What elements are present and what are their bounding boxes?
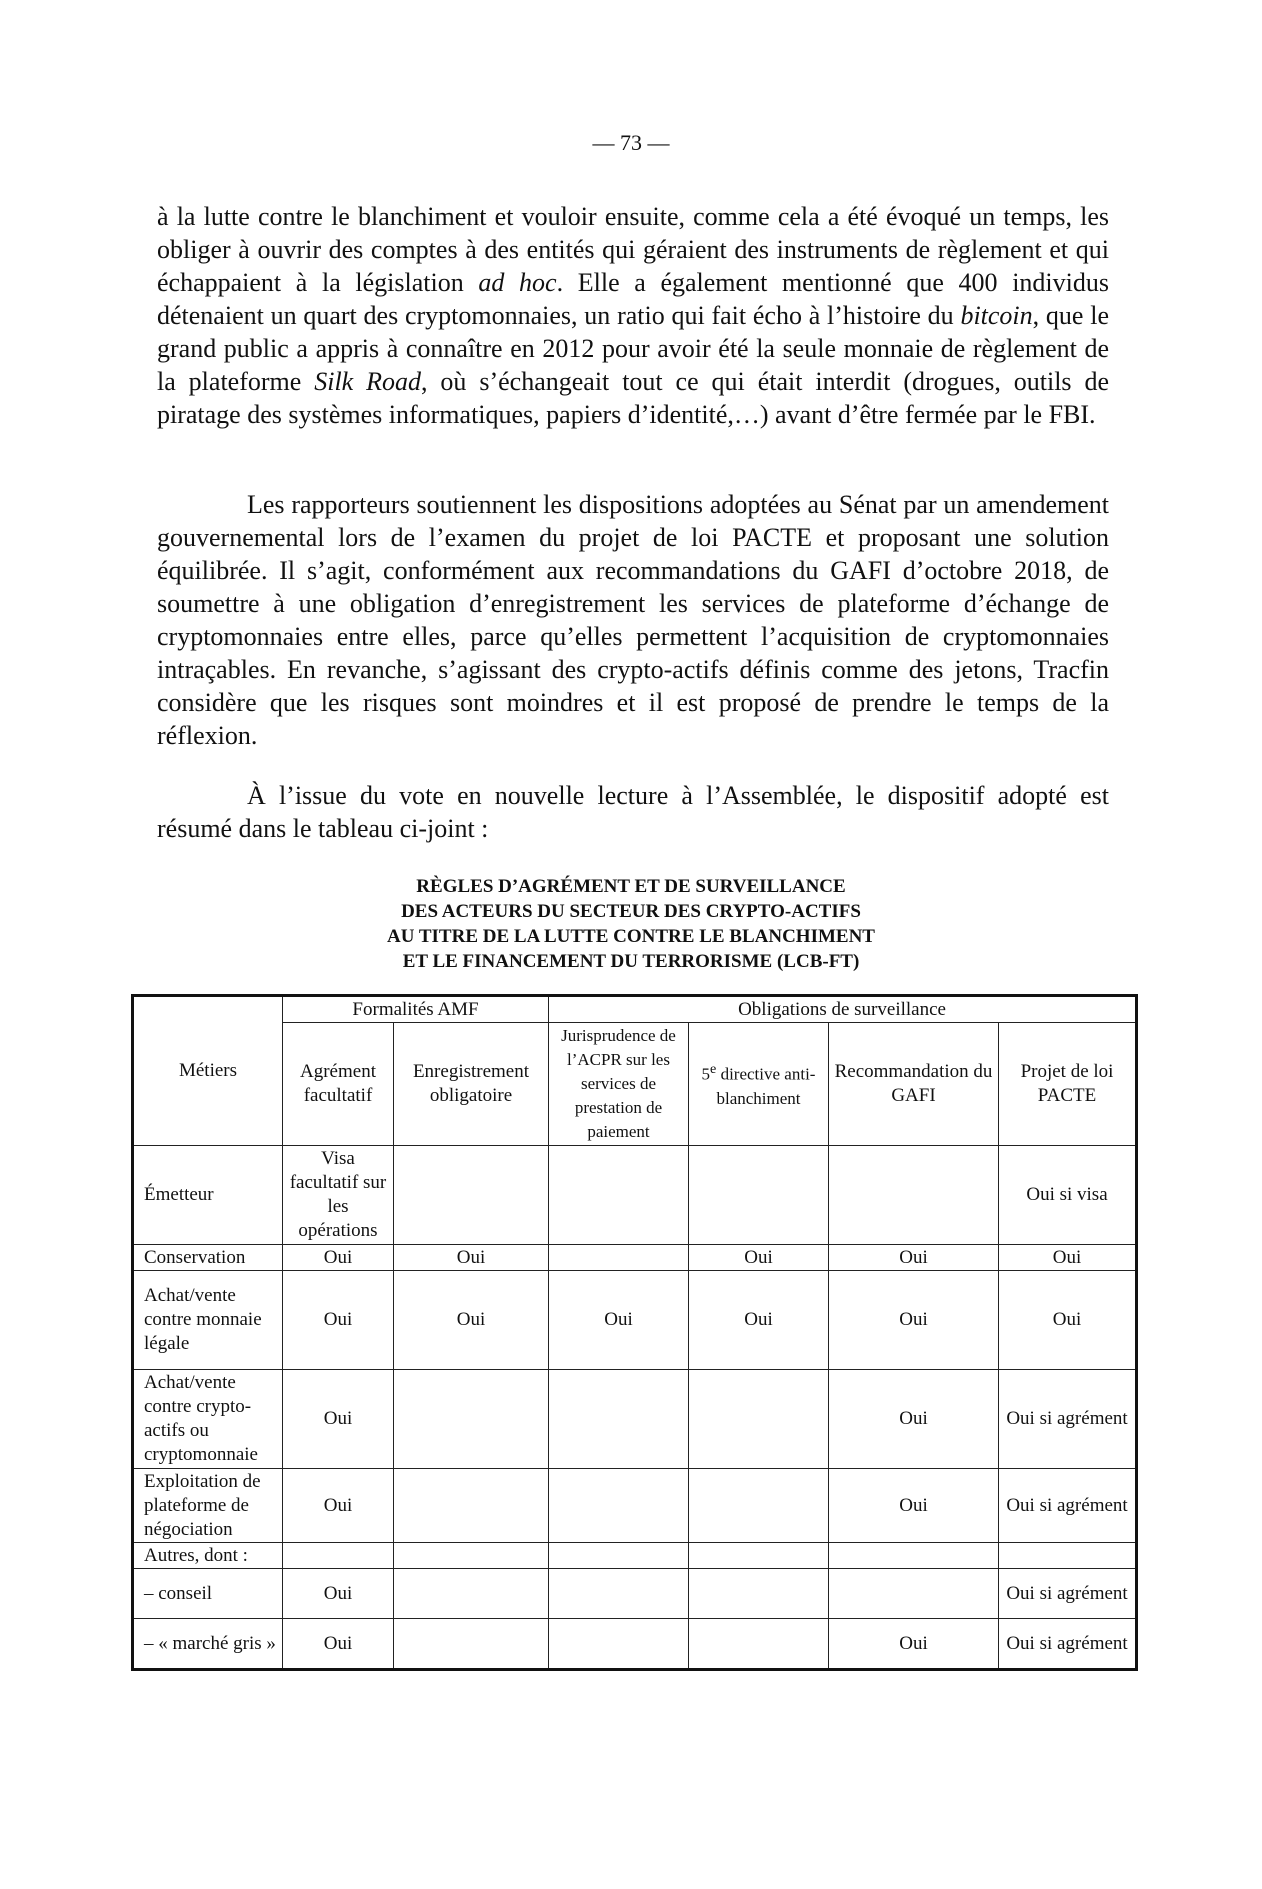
header-directive: 5e directive anti-blanchiment [689, 1023, 829, 1146]
table-cell: Oui [829, 1370, 999, 1469]
table-cell: Oui [394, 1245, 549, 1271]
table-cell [549, 1543, 689, 1569]
table-cell: Oui [283, 1245, 394, 1271]
row-metier: Exploitation de plateforme de négociation [133, 1469, 283, 1543]
table-cell [689, 1569, 829, 1619]
table-cell: Oui [689, 1271, 829, 1370]
lcb-ft-table [131, 994, 1138, 1671]
caption-line: DES ACTEURS DU SECTEUR DES CRYPTO-ACTIFS [401, 901, 861, 922]
table-cell: Oui [394, 1271, 549, 1370]
table-cell [549, 1569, 689, 1619]
table-caption [0, 874, 1262, 974]
table-cell: Oui [283, 1370, 394, 1469]
table-cell [394, 1619, 549, 1670]
table-cell: Oui [829, 1469, 999, 1543]
table-cell [394, 1543, 549, 1569]
row-metier: Émetteur [133, 1146, 283, 1245]
paragraph-2: Les rapporteurs soutiennent les dispositions adoptées au Sénat par un amendement gouvernemental lors de l’examen du projet de loi PACTE et proposant une solution équilibrée. Il s’agit, conformément aux recommandations du GAFI d’octobre 2018, de soumettre à une obligation d’enregistrement les services de plateforme d’échange de cryptomonnaies entre elles, parce qu’elles permettent l’acquisition de cryptomonnaies intraçables. En revanche, s’agissant des crypto-actifs définis comme des jetons, Tracfin considère que les risques sont moindres et il est proposé de prendre le temps de la réflexion. [157, 490, 1109, 750]
caption-line: AU TITRE DE LA LUTTE CONTRE LE BLANCHIMENT [387, 926, 875, 947]
row-metier: Achat/vente contre monnaie légale [133, 1271, 283, 1370]
page-number: — 73 — [592, 130, 670, 155]
header-formalites-amf: Formalités AMF [283, 996, 549, 1023]
table-cell [549, 1469, 689, 1543]
header-jurisprudence: Jurisprudence de l’ACPR sur les services de prestation de paiement [549, 1023, 689, 1146]
row-metier: Autres, dont : [133, 1543, 283, 1569]
table-cell [689, 1146, 829, 1245]
header-gafi: Recommandation du GAFI [829, 1023, 999, 1146]
table-cell [394, 1370, 549, 1469]
table-cell: Oui [549, 1271, 689, 1370]
table-cell: Oui [999, 1245, 1137, 1271]
row-metier: Achat/vente contre crypto-actifs ou cryptomonnaie [133, 1370, 283, 1469]
table-cell: Oui si agrément [999, 1619, 1137, 1670]
table-cell [689, 1370, 829, 1469]
header-obligations-surveillance: Obligations de surveillance [549, 996, 1137, 1023]
table-cell [829, 1146, 999, 1245]
table-cell: Oui [689, 1245, 829, 1271]
table-cell: Oui si agrément [999, 1569, 1137, 1619]
table-cell [689, 1469, 829, 1543]
table-cell: Visa facultatif sur les opérations [283, 1146, 394, 1245]
table-cell [829, 1569, 999, 1619]
table-cell [394, 1146, 549, 1245]
header-agrement: Agrément facultatif [283, 1023, 394, 1146]
table-cell: Oui si agrément [999, 1370, 1137, 1469]
table-cell [549, 1245, 689, 1271]
table-cell [689, 1619, 829, 1670]
table-cell: Oui [829, 1245, 999, 1271]
table-cell [549, 1619, 689, 1670]
row-metier: Conservation [133, 1245, 283, 1271]
table-cell: Oui [283, 1619, 394, 1670]
table-cell: Oui [283, 1469, 394, 1543]
table-cell [283, 1543, 394, 1569]
table-cell [394, 1469, 549, 1543]
caption-line: ET LE FINANCEMENT DU TERRORISME (LCB-FT) [402, 951, 860, 972]
table-cell: Oui [999, 1271, 1137, 1370]
header-metiers: Métiers [133, 996, 283, 1146]
caption-line: RÈGLES D’AGRÉMENT ET DE SURVEILLANCE [416, 876, 846, 897]
paragraph-1: à la lutte contre le blanchiment et vouloir ensuite, comme cela a été évoqué un temps, les obliger à ouvrir des comptes à des entités qui géraient des instruments de règlement et qui échappaient à la législation ad hoc. Elle a également mentionné que 400 individus détenaient un quart des cryptomonnaies, un ratio qui fait écho à l’histoire du bitcoin, que le grand public a appris à connaître en 2012 pour avoir été la seule monnaie de règlement de la plateforme Silk Road, où s’échangeait tout ce qui était interdit (drogues, outils de piratage des systèmes informatiques, papiers d’identité,…) avant d’être fermée par le FBI. [157, 202, 1110, 429]
table-cell [999, 1543, 1137, 1569]
header-enregistrement: Enregistrement obligatoire [394, 1023, 549, 1146]
table-cell: Oui si agrément [999, 1469, 1137, 1543]
table-cell: Oui [283, 1271, 394, 1370]
row-metier: – conseil [133, 1569, 283, 1619]
table-cell: Oui [829, 1271, 999, 1370]
table-cell [549, 1370, 689, 1469]
table-cell [394, 1569, 549, 1619]
table-cell [829, 1543, 999, 1569]
table-cell: Oui [283, 1569, 394, 1619]
table-cell: Oui si visa [999, 1146, 1137, 1245]
header-pacte: Projet de loi PACTE [999, 1023, 1137, 1146]
paragraph-3: À l’issue du vote en nouvelle lecture à l’Assemblée, le dispositif adopté est résumé dans le tableau ci-joint : [157, 781, 1109, 843]
table-cell [549, 1146, 689, 1245]
row-metier: – « marché gris » [133, 1619, 283, 1670]
table-cell: Oui [829, 1619, 999, 1670]
table-cell [689, 1543, 829, 1569]
